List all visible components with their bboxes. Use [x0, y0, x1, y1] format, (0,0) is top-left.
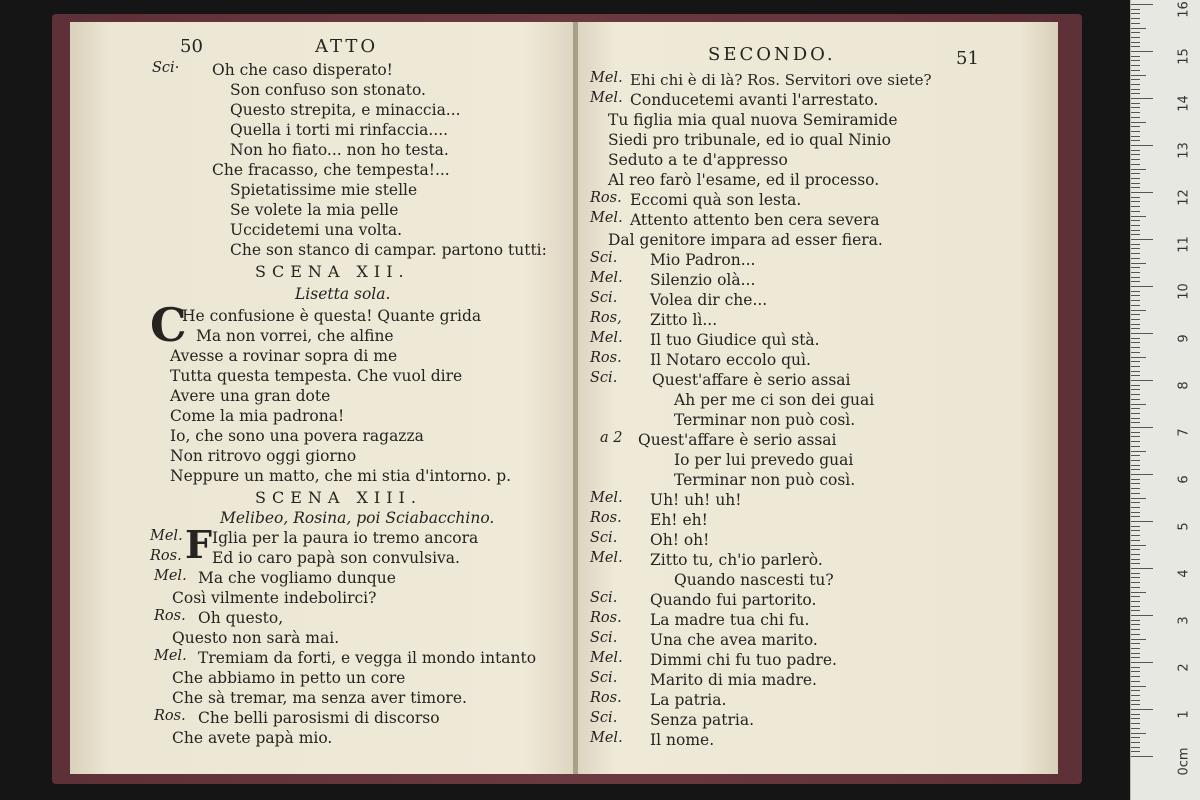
- ruler-number: 12: [1176, 189, 1192, 206]
- ruler-tick: [1131, 70, 1140, 71]
- verse-line: Ma non vorrei, che alfine: [196, 327, 394, 345]
- ruler-tick: [1131, 4, 1153, 5]
- verse-line: Oh! oh!: [650, 531, 710, 549]
- verse-line: Avesse a rovinar sopra di me: [170, 347, 398, 365]
- speaker-label: Ros.: [590, 350, 622, 366]
- verse-line: La madre tua chi fu.: [650, 611, 810, 629]
- ruler-tick: [1131, 295, 1140, 296]
- ruler-tick: [1131, 122, 1146, 123]
- ruler-tick: [1131, 624, 1140, 625]
- ruler-tick: [1131, 610, 1140, 611]
- ruler-tick: [1131, 89, 1140, 90]
- ruler-tick: [1131, 305, 1140, 306]
- ruler-tick: [1131, 225, 1140, 226]
- verse-line: Non ritrovo oggi giorno: [170, 447, 357, 465]
- ruler-tick: [1131, 310, 1146, 311]
- speaker-label: Sci.: [590, 290, 618, 306]
- verse-line: Avere una gran dote: [170, 387, 331, 405]
- verse-line: Tu figlia mia qual nuova Semiramide: [608, 111, 898, 129]
- ruler-tick: [1131, 46, 1140, 47]
- ruler-tick: [1131, 502, 1140, 503]
- ruler-tick: [1131, 700, 1140, 701]
- ruler-tick: [1131, 671, 1140, 672]
- ruler-tick: [1131, 375, 1140, 376]
- ruler-number: 1: [1176, 710, 1192, 719]
- ruler-tick: [1131, 112, 1140, 113]
- verse-line: Son confuso son stonato.: [230, 81, 426, 99]
- ruler-tick: [1131, 690, 1140, 691]
- verse-line: Ma che vogliamo dunque: [198, 569, 396, 587]
- verse-line: Conducetemi avanti l'arrestato.: [630, 91, 879, 109]
- verse-line: Ed io caro papà son convulsiva.: [212, 549, 460, 567]
- ruler-tick: [1131, 427, 1153, 428]
- verse-line: Terminar non può così.: [674, 411, 856, 429]
- ruler-tick: [1131, 643, 1140, 644]
- ruler-tick: [1131, 737, 1140, 738]
- verse-line: Al reo farò l'esame, ed il processo.: [608, 171, 880, 189]
- ruler-tick: [1131, 648, 1140, 649]
- verse-line: Io, che sono una povera ragazza: [170, 427, 424, 445]
- ruler-tick: [1131, 361, 1140, 362]
- ruler-tick: [1131, 253, 1140, 254]
- scale-ruler: [1130, 0, 1200, 800]
- ruler-number: 13: [1176, 142, 1192, 159]
- ruler-tick: [1131, 328, 1140, 329]
- ruler-tick: [1131, 136, 1140, 137]
- ruler-tick: [1131, 347, 1140, 348]
- speaker-label: Sci.: [590, 370, 618, 386]
- ruler-tick: [1131, 169, 1146, 170]
- ruler-tick: [1131, 9, 1140, 10]
- ruler-tick: [1131, 592, 1146, 593]
- speaker-label: Ros.: [150, 548, 182, 564]
- verse-line: Quest'affare è serio assai: [638, 431, 837, 449]
- ruler-tick: [1131, 399, 1140, 400]
- ruler-tick: [1131, 446, 1140, 447]
- speaker-label: Sci.: [590, 710, 618, 726]
- verse-line: Silenzio olà...: [650, 271, 756, 289]
- ruler-tick: [1131, 103, 1140, 104]
- ruler-tick: [1131, 32, 1140, 33]
- verse-line: Terminar non può così.: [674, 471, 856, 489]
- ruler-tick: [1131, 60, 1140, 61]
- drop-cap: C: [150, 298, 187, 352]
- ruler-tick: [1131, 756, 1153, 757]
- verse-line: Zitto lì...: [650, 311, 718, 329]
- ruler-tick: [1131, 413, 1140, 414]
- verse-line: Neppure un matto, che mi stia d'intorno. p.: [170, 467, 512, 485]
- verse-line: Quando nascesti tu?: [674, 571, 834, 589]
- ruler-tick: [1131, 587, 1140, 588]
- ruler-tick: [1131, 286, 1153, 287]
- verse-line: Quella i torti mi rinfaccia....: [230, 121, 449, 139]
- drop-cap: F: [185, 522, 212, 567]
- ruler-tick: [1131, 483, 1140, 484]
- ruler-tick: [1131, 98, 1153, 99]
- ruler-tick: [1131, 319, 1140, 320]
- ruler-tick: [1131, 639, 1146, 640]
- speaker-label: Mel.: [590, 330, 623, 346]
- ruler-tick: [1131, 601, 1140, 602]
- ruler-tick: [1131, 154, 1140, 155]
- ruler-tick: [1131, 714, 1140, 715]
- ruler-tick: [1131, 418, 1140, 419]
- page-number: 51: [956, 48, 979, 69]
- speaker-label: Mel.: [590, 650, 623, 666]
- ruler-number: 0cm: [1176, 747, 1192, 776]
- ruler-tick: [1131, 234, 1140, 235]
- ruler-tick: [1131, 258, 1140, 259]
- left-page: [70, 22, 575, 774]
- speaker-label: Sci.: [590, 630, 618, 646]
- ruler-tick: [1131, 150, 1140, 151]
- ruler-tick: [1131, 159, 1140, 160]
- ruler-tick: [1131, 422, 1140, 423]
- verse-line: Che abbiamo in petto un core: [172, 669, 406, 687]
- speaker-label: Mel.: [154, 568, 187, 584]
- ruler-number: 5: [1176, 522, 1192, 531]
- verse-line: Che avete papà mio.: [172, 729, 333, 747]
- ruler-tick: [1131, 93, 1140, 94]
- verse-line: Marito di mia madre.: [650, 671, 817, 689]
- ruler-tick: [1131, 197, 1140, 198]
- ruler-tick: [1131, 676, 1140, 677]
- ruler-tick: [1131, 192, 1153, 193]
- verse-line: Zitto tu, ch'io parlerò.: [650, 551, 823, 569]
- ruler-tick: [1131, 164, 1140, 165]
- scene-heading: SCENA XIII.: [255, 488, 422, 507]
- verse-line: Eccomi quà son lesta.: [630, 191, 802, 209]
- ruler-tick: [1131, 408, 1140, 409]
- ruler-tick: [1131, 324, 1140, 325]
- verse-line: Oh che caso disperato!: [212, 61, 393, 79]
- scene-heading: SCENA XII.: [255, 262, 410, 281]
- ruler-tick: [1131, 657, 1140, 658]
- speaker-label: Mel.: [590, 550, 623, 566]
- ruler-tick: [1131, 281, 1140, 282]
- page-number: 50: [180, 36, 203, 57]
- speaker-label: Mel.: [590, 90, 623, 106]
- ruler-tick: [1131, 145, 1153, 146]
- ruler-tick: [1131, 512, 1140, 513]
- verse-line: Che belli parosismi di discorso: [198, 709, 440, 727]
- ruler-number: 11: [1176, 236, 1192, 253]
- ruler-tick: [1131, 554, 1140, 555]
- ruler-tick: [1131, 244, 1140, 245]
- ruler-tick: [1131, 342, 1140, 343]
- ruler-tick: [1131, 498, 1146, 499]
- ruler-tick: [1131, 357, 1146, 358]
- ruler-tick: [1131, 629, 1140, 630]
- scene-characters: Melibeo, Rosina, poi Sciabacchino.: [220, 509, 495, 527]
- ruler-tick: [1131, 216, 1146, 217]
- ruler-tick: [1131, 751, 1140, 752]
- ruler-number: 4: [1176, 569, 1192, 578]
- ruler-tick: [1131, 173, 1140, 174]
- ruler-tick: [1131, 230, 1140, 231]
- speaker-label: Ros.: [590, 690, 622, 706]
- verse-line: Attento attento ben cera severa: [630, 211, 880, 229]
- ruler-tick: [1131, 479, 1140, 480]
- verse-line: La patria.: [650, 691, 727, 709]
- ruler-number: 3: [1176, 616, 1192, 625]
- ruler-tick: [1131, 394, 1140, 395]
- verse-line: Dal genitore impara ad esser fiera.: [608, 231, 883, 249]
- speaker-label: Ros.: [590, 510, 622, 526]
- speaker-label: Ros.: [154, 608, 186, 624]
- ruler-tick: [1131, 380, 1153, 381]
- verse-line: Iglia per la paura io tremo ancora: [212, 529, 479, 547]
- ruler-tick: [1131, 65, 1140, 66]
- ruler-tick: [1131, 596, 1140, 597]
- ruler-tick: [1131, 695, 1140, 696]
- speaker-label: Mel.: [150, 528, 183, 544]
- ruler-tick: [1131, 728, 1140, 729]
- ruler-tick: [1131, 277, 1140, 278]
- ruler-tick: [1131, 272, 1140, 273]
- ruler-tick: [1131, 13, 1140, 14]
- ruler-tick: [1131, 131, 1140, 132]
- ruler-number: 6: [1176, 475, 1192, 484]
- ruler-tick: [1131, 371, 1140, 372]
- verse-line: Mio Padron...: [650, 251, 756, 269]
- verse-line: Una che avea marito.: [650, 631, 818, 649]
- speaker-label: Ros.: [154, 708, 186, 724]
- ruler-tick: [1131, 455, 1140, 456]
- ruler-tick: [1131, 79, 1140, 80]
- ruler-tick: [1131, 436, 1140, 437]
- ruler-tick: [1131, 634, 1140, 635]
- ruler-tick: [1131, 300, 1140, 301]
- ruler-tick: [1131, 441, 1140, 442]
- verse-line: Uccidetemi una volta.: [230, 221, 403, 239]
- scene-characters: Lisetta sola.: [295, 285, 391, 303]
- ruler-tick: [1131, 465, 1140, 466]
- verse-line: Tutta questa tempesta. Che vuol dire: [170, 367, 463, 385]
- verse-line: Che fracasso, che tempesta!...: [212, 161, 450, 179]
- verse-line: Il nome.: [650, 731, 715, 749]
- ruler-tick: [1131, 248, 1140, 249]
- ruler-tick: [1131, 267, 1140, 268]
- ruler-tick: [1131, 366, 1140, 367]
- ruler-tick: [1131, 535, 1140, 536]
- speaker-label: Mel.: [154, 648, 187, 664]
- speaker-label: Sci.: [590, 590, 618, 606]
- ruler-tick: [1131, 662, 1153, 663]
- verse-line: Non ho fiato... non ho testa.: [230, 141, 449, 159]
- ruler-tick: [1131, 686, 1146, 687]
- right-page: [578, 22, 1058, 774]
- ruler-tick: [1131, 18, 1140, 19]
- verse-line: Il Notaro eccolo quì.: [650, 351, 811, 369]
- verse-line: Il tuo Giudice quì stà.: [650, 331, 820, 349]
- verse-line: Seduto a te d'appresso: [608, 151, 788, 169]
- ruler-tick: [1131, 577, 1140, 578]
- verse-line: Quest'affare è serio assai: [652, 371, 851, 389]
- ruler-tick: [1131, 23, 1140, 24]
- ruler-tick: [1131, 742, 1140, 743]
- verse-line: Ah per me ci son dei guai: [674, 391, 875, 409]
- ruler-tick: [1131, 469, 1140, 470]
- ruler-tick: [1131, 389, 1140, 390]
- ruler-tick: [1131, 549, 1140, 550]
- speaker-label: Ros,: [590, 310, 622, 326]
- verse-line: Così vilmente indebolirci?: [172, 589, 377, 607]
- ruler-tick: [1131, 573, 1140, 574]
- ruler-tick: [1131, 239, 1153, 240]
- verse-line: Spietatissime mie stelle: [230, 181, 418, 199]
- verse-line: Tremiam da forti, e vegga il mondo intanto: [198, 649, 537, 667]
- ruler-tick: [1131, 338, 1140, 339]
- ruler-number: 14: [1176, 95, 1192, 112]
- speaker-label: Sci.: [590, 670, 618, 686]
- verse-line: Uh! uh! uh!: [650, 491, 742, 509]
- ruler-tick: [1131, 507, 1140, 508]
- ruler-number: 7: [1176, 428, 1192, 437]
- ruler-tick: [1131, 201, 1140, 202]
- ruler-tick: [1131, 526, 1140, 527]
- ruler-tick: [1131, 521, 1153, 522]
- ruler-tick: [1131, 84, 1140, 85]
- ruler-tick: [1131, 530, 1140, 531]
- ruler-tick: [1131, 620, 1140, 621]
- ruler-tick: [1131, 709, 1153, 710]
- ruler-tick: [1131, 211, 1140, 212]
- ruler-tick: [1131, 568, 1153, 569]
- ruler-tick: [1131, 545, 1146, 546]
- verse-line: Siedi pro tribunale, ed io qual Ninio: [608, 131, 891, 149]
- ruler-number: 8: [1176, 381, 1192, 390]
- speaker-label: Mel.: [590, 730, 623, 746]
- ruler-tick: [1131, 733, 1146, 734]
- ruler-tick: [1131, 117, 1140, 118]
- speaker-label: Sci.: [590, 250, 618, 266]
- ruler-tick: [1131, 140, 1140, 141]
- ruler-tick: [1131, 42, 1140, 43]
- speaker-label: a 2: [600, 430, 623, 446]
- ruler-number: 15: [1176, 48, 1192, 65]
- ruler-tick: [1131, 291, 1140, 292]
- ruler-tick: [1131, 263, 1146, 264]
- ruler-tick: [1131, 183, 1140, 184]
- ruler-tick: [1131, 718, 1140, 719]
- verse-line: Eh! eh!: [650, 511, 708, 529]
- ruler-tick: [1131, 352, 1140, 353]
- ruler-tick: [1131, 540, 1140, 541]
- verse-line: Volea dir che...: [650, 291, 768, 309]
- ruler-tick: [1131, 37, 1140, 38]
- ruler-tick: [1131, 681, 1140, 682]
- ruler-tick: [1131, 704, 1140, 705]
- verse-line: Come la mia padrona!: [170, 407, 345, 425]
- verse-line: Questo strepita, e minaccia...: [230, 101, 461, 119]
- verse-line: Quando fui partorito.: [650, 591, 817, 609]
- ruler-tick: [1131, 404, 1146, 405]
- ruler-tick: [1131, 178, 1140, 179]
- ruler-tick: [1131, 516, 1140, 517]
- verse-line: He confusione è questa! Quante grida: [182, 307, 482, 325]
- verse-line: Se volete la mia pelle: [230, 201, 399, 219]
- speaker-label: Mel.: [590, 70, 623, 86]
- speaker-label: Mel.: [590, 210, 623, 226]
- ruler-tick: [1131, 107, 1140, 108]
- ruler-tick: [1131, 51, 1153, 52]
- speaker-label: Mel.: [590, 490, 623, 506]
- verse-line: Che son stanco di campar. partono tutti:: [230, 241, 547, 259]
- running-header: SECONDO.: [708, 44, 836, 65]
- ruler-tick: [1131, 432, 1140, 433]
- ruler-tick: [1131, 493, 1140, 494]
- running-header: ATTO: [315, 36, 379, 57]
- ruler-number: 16: [1176, 1, 1192, 18]
- ruler-tick: [1131, 563, 1140, 564]
- ruler-number: 9: [1176, 334, 1192, 343]
- ruler-tick: [1131, 126, 1140, 127]
- verse-line: Dimmi chi fu tuo padre.: [650, 651, 837, 669]
- speaker-label: Mel.: [590, 270, 623, 286]
- ruler-tick: [1131, 56, 1140, 57]
- verse-line: Senza patria.: [650, 711, 755, 729]
- ruler-tick: [1131, 314, 1140, 315]
- ruler-tick: [1131, 451, 1146, 452]
- ruler-tick: [1131, 615, 1153, 616]
- ruler-tick: [1131, 333, 1153, 334]
- ruler-tick: [1131, 460, 1140, 461]
- verse-line: Io per lui prevedo guai: [674, 451, 854, 469]
- ruler-tick: [1131, 220, 1140, 221]
- ruler-number: 2: [1176, 663, 1192, 672]
- ruler-tick: [1131, 187, 1140, 188]
- ruler-tick: [1131, 206, 1140, 207]
- verse-line: Questo non sarà mai.: [172, 629, 340, 647]
- speaker-label: Ros.: [590, 610, 622, 626]
- verse-line: Oh questo,: [198, 609, 284, 627]
- ruler-tick: [1131, 606, 1140, 607]
- verse-line: Ehi chi è di là? Ros. Servitori ove siete?: [630, 71, 932, 89]
- ruler-tick: [1131, 28, 1146, 29]
- ruler-tick: [1131, 488, 1140, 489]
- ruler-tick: [1131, 474, 1153, 475]
- speaker-label: Sci·: [152, 60, 180, 76]
- ruler-number: 10: [1176, 283, 1192, 300]
- speaker-label: Ros.: [590, 190, 622, 206]
- ruler-tick: [1131, 723, 1140, 724]
- speaker-label: Sci.: [590, 530, 618, 546]
- verse-line: Che sà tremar, ma senza aver timore.: [172, 689, 467, 707]
- ruler-tick: [1131, 582, 1140, 583]
- ruler-tick: [1131, 747, 1140, 748]
- ruler-tick: [1131, 385, 1140, 386]
- ruler-tick: [1131, 559, 1140, 560]
- ruler-tick: [1131, 653, 1140, 654]
- ruler-tick: [1131, 75, 1146, 76]
- ruler-tick: [1131, 667, 1140, 668]
